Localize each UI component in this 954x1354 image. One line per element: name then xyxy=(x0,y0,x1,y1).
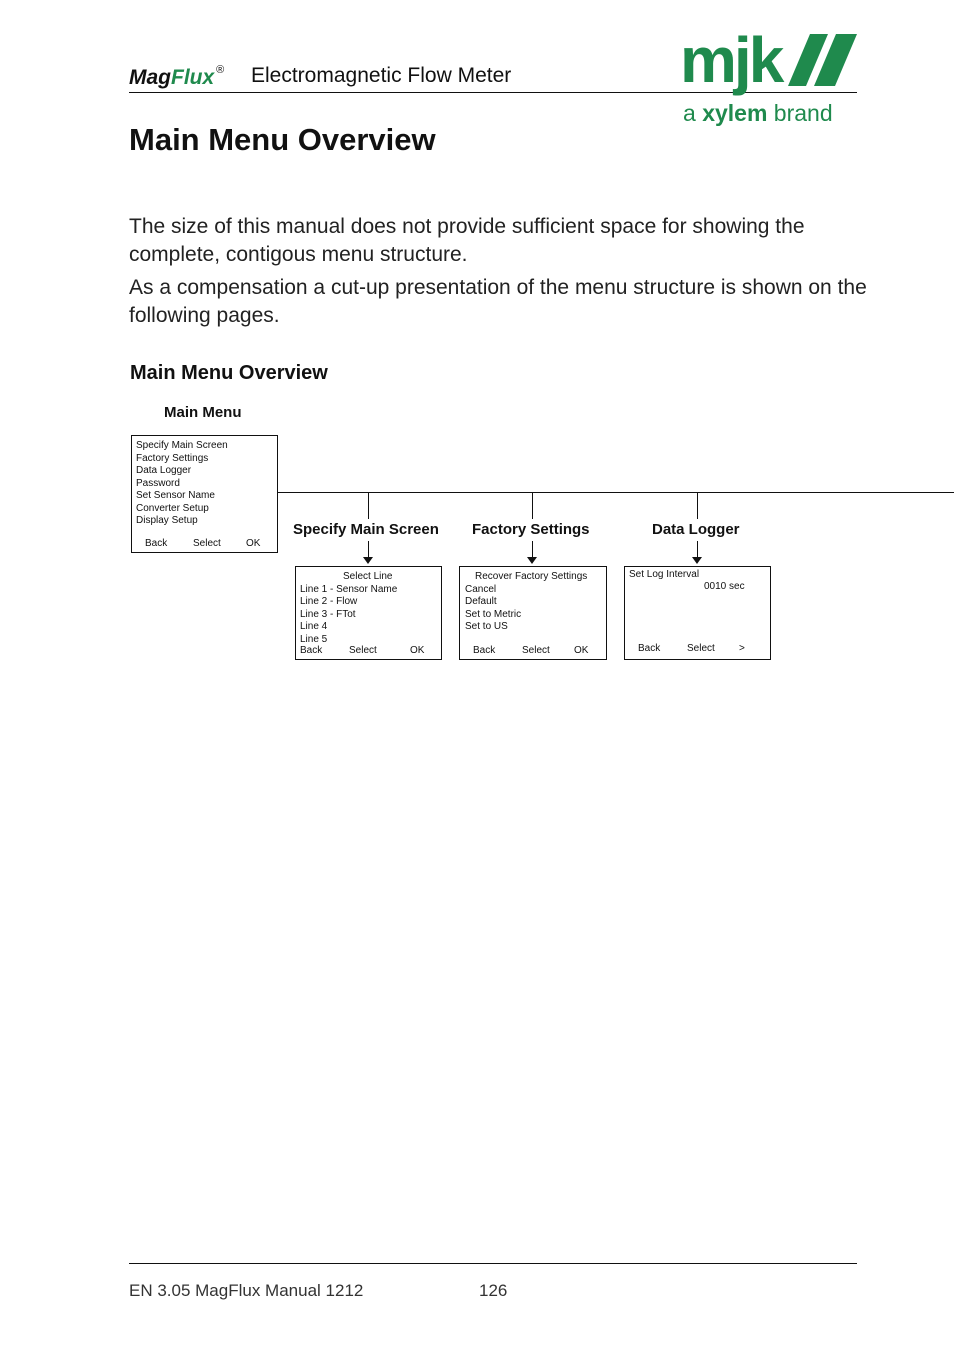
data-logger-screen xyxy=(624,566,771,660)
arrow-line xyxy=(532,541,533,558)
softkey-select: Select xyxy=(687,643,715,654)
compensation-paragraph: As a compensation a cut-up presentation of the menu structure is shown on the following pages. xyxy=(129,276,867,327)
main-menu-screen xyxy=(131,435,278,553)
menu-item: Line 5 xyxy=(300,633,328,645)
menu-item: Set Sensor Name xyxy=(136,490,215,501)
connector-line xyxy=(697,493,698,519)
column-title-factory-settings: Factory Settings xyxy=(472,521,590,538)
arrow-line xyxy=(368,541,369,558)
softkey-back: Back xyxy=(638,643,661,654)
menu-item: Converter Setup xyxy=(136,502,209,514)
screen-header: Select Line xyxy=(343,571,393,582)
arrow-down-icon xyxy=(692,557,702,564)
menu-item: Cancel xyxy=(465,583,497,595)
arrow-down-icon xyxy=(363,557,373,564)
softkey-back: Back xyxy=(145,538,168,549)
menu-item: Factory Settings xyxy=(136,452,209,464)
mjk-logo-wordmark: mjk xyxy=(680,24,782,96)
menu-item: Line 2 - Flow xyxy=(300,596,358,607)
logo-slash-icon xyxy=(788,34,858,86)
column-title-specify-main-screen: Specify Main Screen xyxy=(293,521,439,538)
softkey-next: > xyxy=(739,643,745,654)
softkey-back: Back xyxy=(300,645,323,656)
menu-bus-line xyxy=(277,492,954,493)
factory-settings-screen xyxy=(459,566,607,660)
menu-item: Default xyxy=(465,596,497,607)
softkey-select: Select xyxy=(193,538,221,549)
footer-divider xyxy=(129,1263,857,1264)
section-title: Main Menu Overview xyxy=(130,362,328,384)
connector-line xyxy=(368,493,369,519)
connector-line xyxy=(532,493,533,519)
main-menu-label: Main Menu xyxy=(164,404,242,421)
header-title: Electromagnetic Flow Meter xyxy=(251,64,512,87)
specify-main-screen-screen xyxy=(295,566,442,660)
screen-header: Set Log Interval xyxy=(629,569,700,580)
softkey-back: Back xyxy=(473,645,496,656)
intro-paragraph: The size of this manual does not provide sufficient space for showing the complete, contigous menu structure. xyxy=(129,215,805,266)
menu-item: Display Setup xyxy=(136,515,198,526)
footer-doc-id: EN 3.05 MagFlux Manual 1212 xyxy=(129,1281,364,1300)
softkey-select: Select xyxy=(522,645,550,656)
arrow-line xyxy=(697,541,698,558)
menu-item: Line 3 - FTot xyxy=(300,608,356,620)
page-title: Main Menu Overview xyxy=(129,122,436,157)
screen-header: Recover Factory Settings xyxy=(475,571,588,582)
menu-item: Data Logger xyxy=(136,465,192,476)
softkey-select: Select xyxy=(349,645,377,656)
softkey-ok: OK xyxy=(574,645,589,656)
column-title-data-logger: Data Logger xyxy=(652,521,740,538)
arrow-down-icon xyxy=(527,557,537,564)
logo-tagline: a xylem brand xyxy=(683,100,833,126)
menu-item: Set to US xyxy=(465,621,508,632)
menu-item: Line 1 - Sensor Name xyxy=(300,583,398,595)
brand-name: MagFlux ® xyxy=(129,64,225,89)
softkey-ok: OK xyxy=(410,645,425,656)
menu-item: Set to Metric xyxy=(465,608,522,620)
softkey-ok: OK xyxy=(246,538,261,549)
log-interval-value: 0010 sec xyxy=(704,581,745,592)
menu-item: Password xyxy=(136,477,180,489)
menu-item: Line 4 xyxy=(300,621,328,632)
page-number: 126 xyxy=(479,1281,508,1300)
menu-item: Specify Main Screen xyxy=(136,440,228,451)
